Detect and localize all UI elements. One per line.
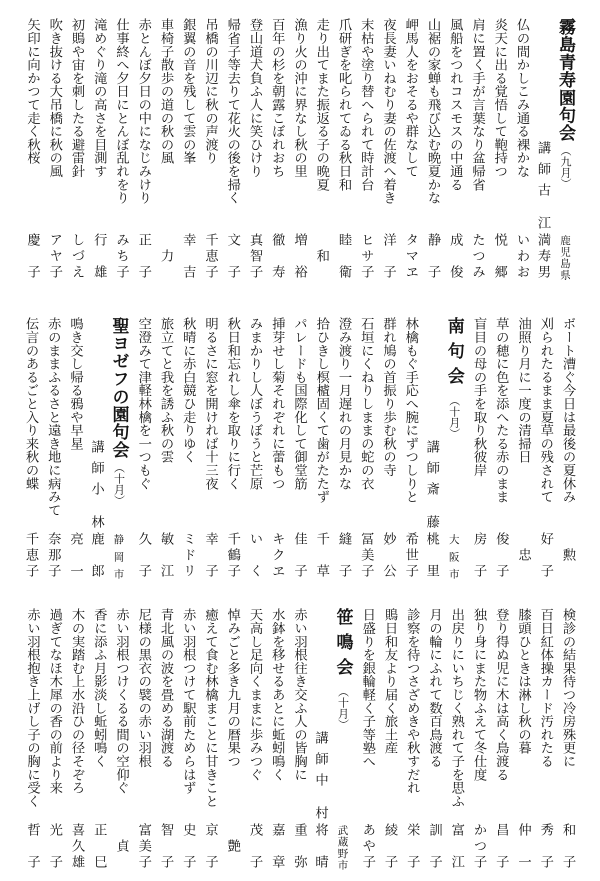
haiku-author: 冨美子: [358, 532, 374, 577]
haiku-author: 喜久雄: [69, 823, 84, 868]
haiku-text: 風船をつれコスモスの中通る: [447, 18, 463, 191]
haiku-text: 岬馬人をおそるや群なして: [402, 18, 418, 178]
haiku-entry: [154, 18, 176, 280]
haiku-entry: [399, 18, 421, 280]
haiku-entry: [356, 608, 378, 870]
haiku-entry: [265, 608, 287, 870]
haiku-author: 久子: [135, 532, 151, 577]
haiku-entry: [176, 317, 198, 579]
lecturer-label: 講師: [312, 731, 328, 765]
haiku-text: 月の輪にふれて数百鳥渡る: [426, 608, 442, 768]
lecturer-label: 講師: [535, 141, 550, 175]
haiku-entry: [287, 18, 309, 280]
haiku-author: 栄子: [404, 823, 420, 868]
haiku-author: いわお: [514, 233, 529, 278]
haiku-text: 赤い羽根つけくるる間の空仰ぐ: [113, 608, 129, 795]
haiku-author: 哲子: [24, 823, 40, 868]
haiku-text: 滝めぐり滝の高さを目測す: [91, 18, 107, 178]
haiku-text: 車椅子散歩の道の秋の風: [158, 18, 173, 165]
haiku-text: 鳴き交し帰る鴉や早星: [67, 317, 83, 450]
lecturer-line: [86, 317, 106, 579]
haiku-entry: [354, 18, 376, 280]
haiku-text: 出戻りにいちじく熟れて子を思ふ: [448, 608, 464, 808]
haiku-entry: [332, 317, 354, 579]
haiku-entry: [243, 317, 265, 579]
middle-band: [12, 317, 578, 579]
haiku-author: 亮一: [67, 532, 83, 577]
haiku-text: 漁り火の沖に界なし秋の里: [291, 18, 307, 178]
haiku-text: 盲目の母の手を取り秋彼岸: [471, 317, 486, 477]
haiku-author: 幸子: [202, 532, 218, 577]
haiku-author: 行雄: [91, 233, 107, 278]
haiku-entry: [176, 608, 198, 870]
haiku-author: 慶子: [24, 233, 40, 278]
haiku-text: 膝頭ひときは淋し秋の暮: [515, 608, 531, 755]
section-header-st-joseph: [86, 317, 132, 579]
lecturer-label: 講師: [88, 440, 104, 474]
haiku-author: 重弥: [291, 823, 307, 868]
haiku-author: 和子: [560, 823, 575, 868]
bottom-band: [12, 608, 578, 870]
lecturer-surname: 小林: [88, 482, 104, 528]
haiku-text: 百年の杉を朝露こぼれおち: [269, 18, 285, 178]
haiku-entry: [63, 317, 85, 579]
haiku-text: 挿芽せし菊それぞれに蕾もつ: [269, 317, 285, 490]
haiku-author: ヒサ子: [358, 233, 374, 278]
haiku-author: 希世子: [402, 532, 418, 577]
haiku-entry: [243, 608, 265, 870]
haiku-author: 成俊: [447, 233, 463, 278]
haiku-author: 京子: [202, 823, 218, 868]
section-title-column: [441, 317, 467, 579]
haiku-author: タマヱ: [402, 233, 418, 278]
haiku-text: 仏の間かしこみ通る裸かな: [514, 18, 529, 178]
haiku-text: 初鵙や宙を刺したる避雷針: [69, 18, 84, 178]
haiku-text: 検診の結果待つ冷房殊更に: [560, 608, 575, 768]
haiku-text: 群れ鳩の首振り歩む秋の寺: [380, 317, 396, 477]
haiku-entry: [65, 608, 87, 870]
haiku-text: 旅立てと我を誘ふ秋の雲: [158, 317, 173, 464]
haiku-entry: [132, 317, 154, 579]
haiku-entry: [534, 317, 556, 579]
haiku-author: たつみ: [469, 233, 485, 278]
haiku-entry: [109, 608, 131, 870]
haiku-entry: [109, 18, 131, 280]
haiku-author: 妙公: [380, 532, 396, 577]
lecturer-label: 講師: [423, 440, 439, 474]
haiku-entry: [221, 608, 243, 870]
haiku-text: 夜長妻いねむり妻の佐渡へ着き: [380, 18, 396, 205]
haiku-entry: [87, 18, 109, 280]
haiku-author: キクヱ: [269, 532, 285, 577]
haiku-entry: [510, 18, 532, 280]
lecturer-city: 静岡市: [112, 534, 125, 579]
haiku-author: 文子: [224, 233, 240, 278]
haiku-text: 伝言のあるごと入り来秋の蝶: [23, 317, 38, 490]
haiku-author: 徹寿: [269, 233, 285, 278]
haiku-entry: [556, 608, 578, 870]
haiku-author: 幸吉: [180, 233, 196, 278]
haiku-entry: [534, 608, 556, 870]
haiku-entry: [378, 608, 400, 870]
section-month: （十月）: [112, 461, 126, 506]
haiku-author: ミドリ: [180, 532, 196, 577]
haiku-entry: [132, 18, 154, 280]
haiku-entry: [310, 317, 332, 579]
haiku-entry: [221, 18, 243, 280]
haiku-entry: [20, 18, 42, 280]
haiku-entry: [287, 608, 309, 870]
lecturer-line: [310, 608, 330, 870]
haiku-text: 刈られたるまま夏草の残されて: [537, 317, 553, 504]
haiku-author: 正子: [135, 233, 151, 278]
haiku-author: 嘉章: [269, 823, 285, 868]
haiku-text: 木の実踏む上水沿ひの径そぞろ: [69, 608, 84, 795]
haiku-author: 敏江: [158, 532, 173, 577]
haiku-author: 秀子: [537, 823, 553, 868]
haiku-author: 忠: [515, 547, 531, 562]
haiku-author: 貞: [113, 838, 129, 853]
lecturer-surname: 中村: [312, 773, 328, 819]
haiku-text: 赤のままふるさと遠き地に病みて: [45, 317, 61, 517]
haiku-author: しづえ: [69, 233, 84, 278]
haiku-entry: [445, 608, 467, 870]
haiku-author: 富美子: [135, 823, 151, 868]
section-title-column: [106, 317, 132, 579]
haiku-text: 赤い羽根往き交ふ人の皆胸に: [291, 608, 307, 781]
haiku-text: 尼様の黒衣の襞の赤い羽根: [135, 608, 151, 768]
lecturer-given-name: 桃里: [423, 532, 439, 577]
lecturer-given-name: 鹿郎: [88, 532, 104, 577]
haiku-author: 勲: [560, 547, 575, 562]
haiku-entry: [41, 317, 63, 579]
haiku-text: 山裾の家蝉も飛び込む晩夏かな: [425, 18, 440, 205]
haiku-author: 史子: [180, 823, 196, 868]
section-month: （十月）: [447, 395, 461, 439]
haiku-author: アヤ子: [46, 233, 62, 278]
haiku-text: 独り身にまた物ふえて冬仕度: [471, 608, 486, 781]
haiku-entry: [265, 317, 287, 579]
lecturer-city: 大阪市: [447, 534, 460, 579]
haiku-text: みまかりし人ぼうぼうと芒原: [247, 317, 262, 490]
haiku-entry: [400, 608, 422, 870]
lecturer-city: 武蔵野市: [336, 825, 349, 870]
haiku-author: 正巳: [91, 823, 107, 868]
section-title: 南句会: [443, 317, 464, 392]
haiku-text: 登山道犬負ふ人に笑ひけり: [247, 18, 262, 178]
haiku-author: 真智子: [247, 233, 262, 278]
haiku-author: 千鶴子: [224, 532, 240, 577]
lecturer-surname: 古江: [535, 183, 550, 229]
haiku-author: 千恵子: [202, 233, 218, 278]
haiku-author: 千恵子: [23, 532, 38, 577]
haiku-entry: [465, 18, 487, 280]
haiku-author: 千草: [313, 532, 329, 577]
haiku-entry: [265, 18, 287, 280]
haiku-text: 仕事終へ夕日にとんぼ乱れをり: [113, 18, 129, 205]
haiku-entry: [198, 608, 220, 870]
haiku-author: 洋子: [380, 233, 396, 278]
haiku-text: 天高し足向くままに歩みつぐ: [247, 608, 262, 781]
haiku-text: 赤とんぼ夕日の中になじみけり: [135, 18, 151, 205]
haiku-entry: [20, 608, 42, 870]
haiku-entry: [65, 18, 87, 280]
haiku-entry: [154, 608, 176, 870]
haiku-entry: [43, 18, 65, 280]
haiku-author: 俊子: [493, 532, 509, 577]
haiku-text: 秋晴に赤白競ひ走りゆく: [180, 317, 196, 464]
haiku-text: 拾ひきし榠樝固くて歯がたたず: [313, 317, 329, 504]
haiku-entry: [87, 608, 109, 870]
haiku-text: 澄み渡り一月遅れの月見かな: [336, 317, 351, 490]
haiku-entry: [511, 608, 533, 870]
section-title: 笹鳴会: [332, 608, 353, 683]
haiku-text: 炎天に出る覚悟して鞄持つ: [491, 18, 507, 178]
haiku-entry: [132, 608, 154, 870]
haiku-author: あや子: [359, 823, 375, 868]
haiku-author: 睦衛: [336, 233, 351, 278]
haiku-entry: [467, 317, 489, 579]
haiku-text: 診察を待つさざめきや秋すだれ: [404, 608, 420, 795]
haiku-text: 爪研ぎを叱られてゐる秋日和: [336, 18, 351, 191]
haiku-author: 好子: [537, 532, 553, 577]
haiku-entry: [399, 317, 421, 579]
haiku-entry: [422, 608, 444, 870]
haiku-text: 空澄みて津軽林檎を一つもぐ: [135, 317, 151, 490]
haiku-author: 仲一: [515, 823, 531, 868]
top-band: [12, 18, 578, 280]
haiku-text: 草の穂に色を添へたる赤のまま: [493, 317, 509, 504]
haiku-entry: [489, 608, 511, 870]
haiku-entry: [376, 317, 398, 579]
haiku-text: 林檎もぐ手応へ腕にずつしりと: [402, 317, 418, 504]
haiku-text: 石垣にくねりしままの蛇の衣: [358, 317, 374, 490]
haiku-entry: [198, 317, 220, 579]
section-title-column: [330, 608, 356, 870]
haiku-text: 百日紅体操カード汚れたる: [537, 608, 553, 768]
haiku-text: 明るさに窓を開ければ十三夜: [202, 317, 218, 490]
haiku-text: 青北風の波を畳める湖渡る: [158, 608, 173, 768]
lecturer-line: [421, 317, 441, 579]
haiku-text: 帰省子等去りて花火の後を掃く: [224, 18, 240, 205]
haiku-entry: [43, 608, 65, 870]
haiku-text: 日盛りを銀輪軽く子等塾へ: [359, 608, 375, 768]
haiku-entry: [221, 317, 243, 579]
haiku-entry: [154, 317, 176, 579]
lecturer-given-name: 将晴: [312, 823, 328, 868]
haiku-entry: [489, 317, 511, 579]
section-month: （十月）: [336, 686, 350, 730]
section-month: （九月）: [559, 144, 572, 189]
haiku-text: 登り得ぬ児に木は高く鳥渡る: [493, 608, 509, 781]
haiku-text: 矢印に向かつて走く秋桜: [24, 18, 40, 165]
haiku-author: みち子: [113, 233, 129, 278]
haiku-entry: [421, 18, 443, 280]
haiku-entry: [198, 18, 220, 280]
haiku-text: 末枯や塗り替へられて時計台: [358, 18, 374, 191]
haiku-text: ボート漕ぐ今日は最後の夏休み: [560, 317, 575, 504]
section-title: 聖ヨゼフの園句会: [108, 317, 129, 459]
haiku-author: 訓子: [426, 823, 442, 868]
lecturer-given-name: 満寿男: [535, 233, 550, 278]
haiku-author: 富江: [448, 823, 464, 868]
haiku-author: 静子: [425, 233, 440, 278]
lecturer-city: 鹿児島県: [559, 235, 571, 280]
haiku-text: 吊橋の川辺に秋の声渡り: [202, 18, 218, 165]
haiku-author: 智子: [158, 823, 173, 868]
lecturer-surname: 斎藤: [423, 482, 439, 528]
haiku-entry: [19, 317, 41, 579]
section-header-minami: [421, 317, 467, 579]
haiku-author: 房子: [471, 532, 486, 577]
section-title-column: [552, 18, 578, 280]
haiku-entry: [354, 317, 376, 579]
haiku-entry: [511, 317, 533, 579]
haiku-entry: [310, 18, 332, 280]
haiku-text: 癒えて食む林檎まことに甘きこと: [202, 608, 218, 808]
haiku-entry: [176, 18, 198, 280]
haiku-entry: [443, 18, 465, 280]
haiku-author: 茂子: [247, 823, 262, 868]
lecturer-line: [532, 18, 552, 280]
haiku-author: 奈那子: [45, 532, 61, 577]
haiku-author: 佳子: [291, 532, 307, 577]
haiku-text: 赤い羽根抱き上げし子の胸に受く: [24, 608, 40, 808]
haiku-entry: [488, 18, 510, 280]
haiku-entry: [287, 317, 309, 579]
haiku-entry: [332, 18, 354, 280]
haiku-entry: [243, 18, 265, 280]
haiku-author: 光子: [46, 823, 62, 868]
haiku-author: 縫子: [336, 532, 351, 577]
haiku-text: 水鉢を移せるあとに蚯蚓鳴く: [269, 608, 285, 781]
section-header-kirishima: [532, 18, 578, 280]
haiku-text: 過ぎてなほ木犀の香の前より来: [46, 608, 62, 795]
section-header-sasanaki: [310, 608, 356, 870]
haiku-text: 香に添ふ月影淡し蚯蚓鳴く: [91, 608, 107, 768]
haiku-author: 昌子: [493, 823, 509, 868]
haiku-text: 赤い羽根つけて駅前ためらはず: [180, 608, 196, 795]
haiku-text: パレードも国際化して御堂筋: [291, 317, 307, 490]
haiku-entry: [376, 18, 398, 280]
haiku-entry: [467, 608, 489, 870]
haiku-author: 力: [158, 248, 173, 263]
haiku-author: 和: [313, 248, 329, 263]
haiku-author: 綾子: [382, 823, 397, 868]
haiku-text: 銀翼の音を残して雲の峯: [180, 18, 196, 165]
haiku-author: 増裕: [291, 233, 307, 278]
haiku-text: 鵙日和友より届く旅土産: [382, 608, 397, 755]
haiku-text: 油照り月に一度の清掃日: [515, 317, 531, 464]
haiku-entry: [556, 317, 578, 579]
haiku-author: 悦郷: [491, 233, 507, 278]
haiku-author: いく: [247, 532, 262, 577]
haiku-author: かつ子: [471, 823, 486, 868]
haiku-text: 秋日和忘れし傘を取りに行く: [224, 317, 240, 490]
haiku-text: 走り出てまた振返る子の晩夏: [313, 18, 329, 191]
haiku-text: 悼みごと多き九月の暦果つ: [224, 608, 240, 768]
haiku-text: 吹き抜ける大吊橋に秋の風: [46, 18, 62, 178]
haiku-text: 肩に置く手が言葉なり盆帰省: [469, 18, 485, 191]
section-title: 霧島青寿園句会: [555, 18, 575, 142]
haiku-author: 艶: [224, 838, 240, 853]
